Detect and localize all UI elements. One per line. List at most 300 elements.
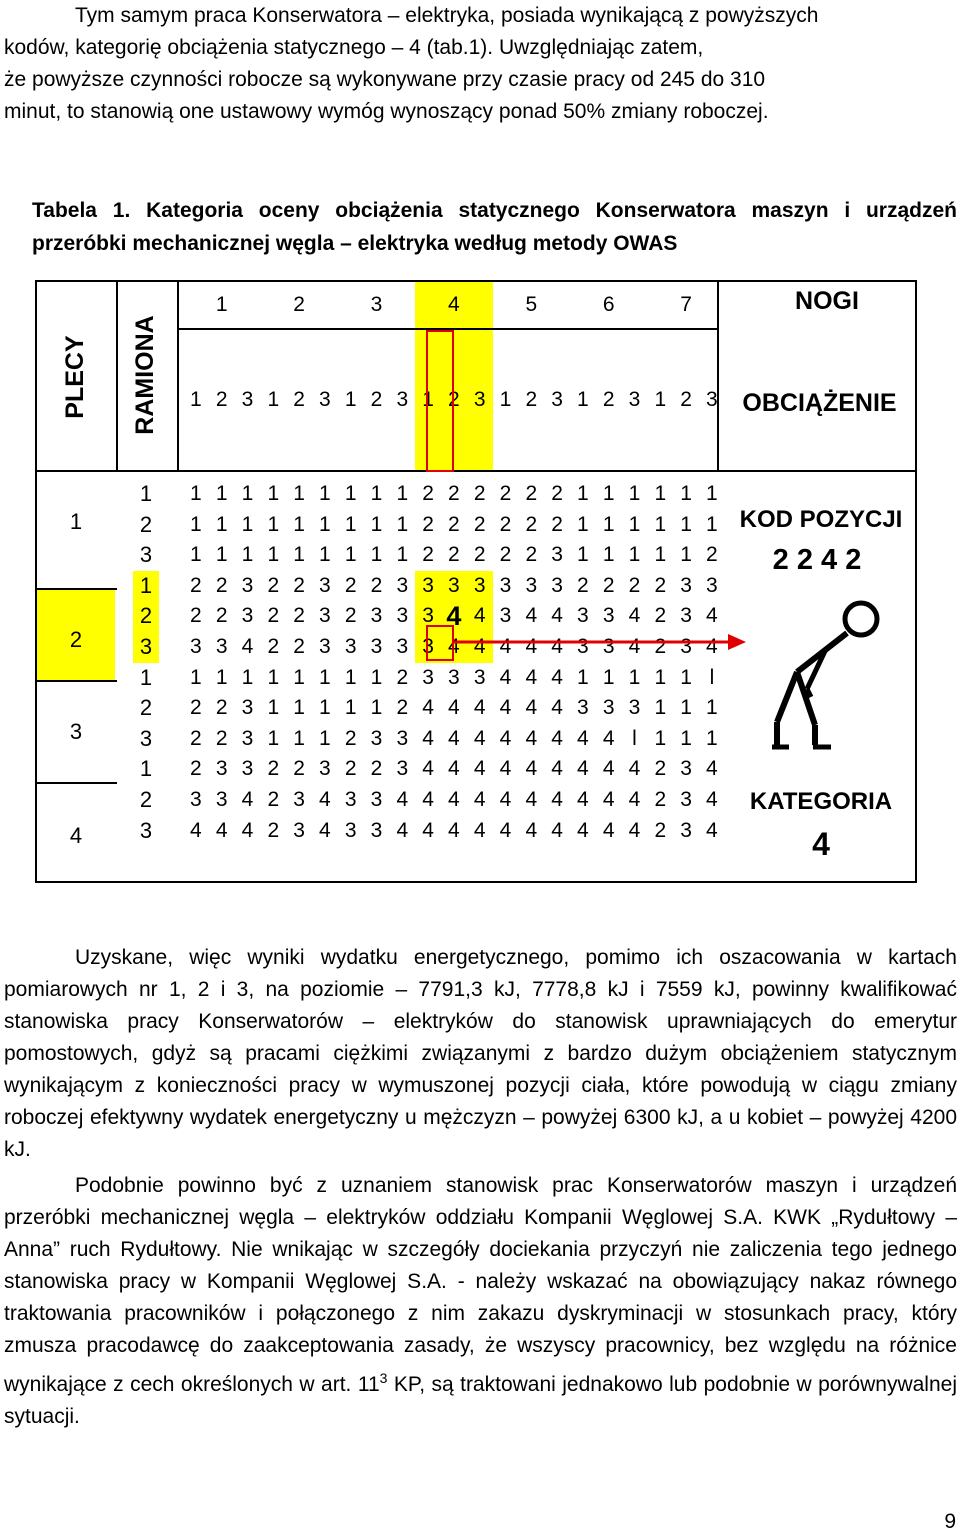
table-cell: 2: [499, 482, 512, 505]
table-cell: 2: [293, 573, 305, 597]
table-cell: 4: [706, 635, 718, 658]
table-cell: 1: [396, 482, 409, 505]
table-cell: 1: [241, 512, 254, 536]
table-cell: 3: [370, 604, 383, 628]
table-cell: 1: [680, 726, 692, 750]
table-cell: 2: [215, 726, 228, 750]
table-cell: 3: [396, 757, 409, 781]
table-cell: 3: [551, 573, 563, 597]
table-cell: 2: [344, 757, 357, 781]
plecy-value-3: 3: [69, 719, 83, 744]
table-cell: 2: [448, 482, 460, 505]
ramiona-value: 3: [139, 725, 153, 751]
ramiona-value: 2: [139, 787, 153, 812]
table-cell: 4: [525, 665, 538, 689]
obciazenie-value: 2: [602, 388, 615, 411]
table-cell: 2: [654, 635, 667, 658]
owas-table: [35, 280, 917, 883]
nogi-value-5: 5: [525, 293, 538, 316]
table-cell: 1: [344, 512, 357, 536]
table-cell: 1: [293, 726, 305, 750]
obciazenie-value: 2: [680, 388, 692, 411]
highlight-cell-box: [426, 625, 454, 661]
obciazenie-label: OBCIĄŻENIE: [742, 389, 897, 417]
kategoria-label: KATEGORIA: [749, 788, 893, 815]
table-cell: 1: [602, 665, 615, 689]
obciazenie-value: 1: [577, 388, 589, 411]
table-cell: 4: [577, 818, 589, 842]
table-cell: 3: [190, 788, 202, 811]
table-cell: 4: [706, 604, 718, 628]
obciazenie-value: 3: [551, 388, 563, 411]
table-cell: 3: [396, 604, 409, 628]
table-cell: 1: [396, 512, 409, 536]
table-cell: 4: [602, 757, 615, 781]
table-cell: 2: [448, 543, 460, 567]
table-cell: 4: [551, 788, 563, 811]
table-cell: 3: [680, 788, 692, 811]
ramiona-label: RAMIONA: [131, 315, 159, 435]
table-cell: 1: [577, 665, 589, 689]
table-cell: 1: [215, 512, 228, 536]
table-cell: 1: [293, 482, 305, 505]
paragraph-2-superscript: 3: [379, 1370, 388, 1386]
table-cell: 1: [267, 512, 280, 536]
table-cell: 1: [654, 512, 667, 536]
obciazenie-value: 3: [396, 388, 409, 411]
table-cell: 1: [215, 543, 228, 567]
table-cell: 4: [628, 757, 641, 781]
table-cell: 1: [680, 696, 692, 720]
table-cell: 4: [241, 818, 254, 842]
ramiona-value: 1: [139, 756, 153, 782]
table-cell: 4: [499, 726, 512, 750]
table-cell: 4: [706, 818, 718, 842]
table-cell: 4: [319, 818, 331, 842]
obciazenie-value: 3: [628, 388, 641, 411]
table-cell: 2: [422, 512, 434, 536]
table-cell: 1: [654, 696, 667, 720]
table-cell: 4: [551, 696, 563, 720]
posture-figure-icon: [767, 597, 897, 757]
table-cell: 3: [422, 665, 434, 689]
nogi-value-7: 7: [680, 293, 692, 316]
table-cell: 1: [654, 726, 667, 750]
table-cell: 4: [215, 818, 228, 842]
table-cell: 1: [215, 665, 228, 689]
table-cell: 2: [706, 543, 718, 567]
nogi-value-2: 2: [293, 293, 305, 316]
table-cell: 4: [628, 788, 641, 811]
obciazenie-value: 1: [267, 388, 280, 411]
table-cell: 1: [293, 543, 305, 567]
page-number: 9: [944, 1510, 956, 1533]
table-cell: 1: [267, 665, 280, 689]
table-cell: 3: [215, 788, 228, 811]
table-cell: 4: [441, 601, 467, 632]
table-cell: 3: [319, 757, 331, 781]
table-cell: 1: [602, 512, 615, 536]
table-cell: 1: [319, 512, 331, 536]
table-cell: 1: [602, 482, 615, 505]
table-cell: 1: [370, 665, 383, 689]
obciazenie-value: 3: [467, 330, 493, 470]
table-cell: 2: [293, 604, 305, 628]
table-cell: 3: [344, 788, 357, 811]
table-cell: l: [632, 726, 637, 750]
table-cell: 1: [293, 512, 305, 536]
table-cell: 1: [370, 696, 383, 720]
table-cell: 4: [441, 632, 467, 663]
table-cell: 1: [293, 696, 305, 720]
table-cell: 4: [525, 696, 538, 720]
table-cell: 4: [499, 818, 512, 842]
table-cell: 3: [241, 696, 254, 720]
divider-plecy: [116, 282, 118, 472]
ramiona-value: 2: [133, 601, 159, 632]
table-cell: 1: [344, 482, 357, 505]
table-cell: 1: [654, 543, 667, 567]
table-cell: 2: [215, 696, 228, 720]
table-cell: 1: [370, 543, 383, 567]
table-cell: 3: [293, 818, 305, 842]
ramiona-value: 1: [139, 664, 153, 690]
table-cell: 1: [190, 512, 202, 536]
paragraph-2-tail: KP, są traktowani jednakowo lub podobnie w porównywalnej sytuacji.: [4, 1373, 957, 1428]
table-cell: 4: [190, 818, 202, 842]
obciazenie-value: 3: [319, 388, 331, 411]
intro-paragraph: [4, 0, 957, 128]
table-cell: 1: [680, 512, 692, 536]
table-cell: 2: [344, 573, 357, 597]
table-cell: 2: [267, 757, 280, 781]
table-cell: 1: [267, 726, 280, 750]
table-cell: 4: [551, 604, 563, 628]
table-cell: 1: [396, 543, 409, 567]
table-cell: 4: [551, 757, 563, 781]
table-cell: 3: [370, 818, 383, 842]
table-cell: 1: [267, 543, 280, 567]
table-cell: 2: [602, 573, 615, 597]
table-cell: 3: [319, 573, 331, 597]
table-cell: 1: [602, 543, 615, 567]
table-cell: 4: [525, 635, 538, 658]
ramiona-value: 1: [139, 481, 153, 506]
table-cell: 3: [370, 635, 383, 658]
obciazenie-value: 1: [190, 388, 202, 411]
table-cell: 2: [190, 573, 202, 597]
table-cell: 2: [190, 696, 202, 720]
table-cell: 1: [344, 665, 357, 689]
table-cell: 4: [525, 818, 538, 842]
table-cell: 4: [473, 696, 486, 720]
table-cell: 2: [499, 543, 512, 567]
table-cell: 4: [499, 665, 512, 689]
ramiona-value: 3: [133, 632, 159, 663]
divider-header: [37, 470, 915, 472]
table-cell: 3: [448, 665, 460, 689]
table-cell: 3: [680, 818, 692, 842]
table-cell: 4: [422, 757, 434, 781]
table-cell: 2: [267, 635, 280, 658]
paragraph-2: [4, 1170, 957, 1433]
table-cell: 3: [577, 635, 589, 658]
obciazenie-value: 1: [344, 388, 357, 411]
table-cell: 2: [448, 512, 460, 536]
table-cell: 3: [467, 571, 493, 602]
table-cell: 1: [190, 665, 202, 689]
table-cell: 3: [396, 726, 409, 750]
table-cell: 3: [525, 573, 538, 597]
table-cell: 1: [319, 726, 331, 750]
table-cell: 4: [577, 726, 589, 750]
table-cell: 4: [319, 788, 331, 811]
intro-line-3: że powyższe czynności robocze są wykonywane przy czasie pracy od 245 do 310: [4, 68, 766, 91]
obciazenie-value: 3: [706, 388, 718, 411]
table-cell: 2: [422, 482, 434, 505]
table-cell: 2: [473, 482, 486, 505]
table-cell: 4: [525, 604, 538, 628]
obciazenie-value: 2: [370, 388, 383, 411]
divider-plecy-3: [37, 782, 117, 784]
table-cell: 1: [577, 512, 589, 536]
table-cell: 4: [577, 788, 589, 811]
table-cell: 4: [602, 726, 615, 750]
table-cell: 1: [680, 543, 692, 567]
table-cell: 1: [344, 696, 357, 720]
kod-pozycji-value: 2 2 4 2: [772, 544, 862, 576]
table-cell: 2: [654, 604, 667, 628]
table-cell: 2: [267, 788, 280, 811]
table-cell: 1: [267, 696, 280, 720]
table-cell: 1: [706, 482, 718, 505]
table-cell: 1: [706, 696, 718, 720]
table-cell: 2: [473, 512, 486, 536]
table-cell: 2: [215, 604, 228, 628]
paragraph-2-text: Podobnie powinno być z uznaniem stanowisk prac Konserwatorów maszyn i urządzeń przeróbki mechanicznej węgla – elektryków oddziału Kompanii Węglowej S.A. KWK „Rydułtowy – Anna” ruch Rydułtowy. Nie wnikając w szczegóły dociekania przyczyń nie zaliczenia tego jednego stanowiska pracy w Kompanii Węglowej S.A. - należy wskazać na obowiązujący nakaz równego traktowania pracowników i połączonego z nim zakazu dyskryminacji w stosunkach pracy, który zmusza pracodawcę do zaakceptowania zasady, że wszyscy pracownicy, bez względu na różnice wynikające z cech określonych w art. 11: [4, 1174, 957, 1396]
table-cell: 2: [267, 573, 280, 597]
table-cell: 1: [628, 482, 641, 505]
table-cell: 4: [706, 788, 718, 811]
table-cell: 4: [628, 604, 641, 628]
plecy-label: PLECY: [61, 335, 89, 419]
table-cell: 4: [706, 757, 718, 781]
table-cell: 1: [370, 482, 383, 505]
table-cell: 4: [467, 632, 493, 663]
obciazenie-value: 2: [215, 388, 228, 411]
table-cell: 1: [344, 543, 357, 567]
table-cell: 4: [473, 726, 486, 750]
table-cell: 2: [293, 757, 305, 781]
table-cell: 4: [499, 635, 512, 658]
table-cell: 4: [602, 818, 615, 842]
table-cell: 3: [241, 726, 254, 750]
table-cell: 1: [654, 665, 667, 689]
table-cell: 1: [370, 512, 383, 536]
table-cell: 3: [602, 604, 615, 628]
table-cell: 3: [344, 635, 357, 658]
table-cell: 3: [551, 543, 563, 567]
table-cell: 4: [422, 818, 434, 842]
table-cell: 3: [241, 604, 254, 628]
table-cell: 3: [602, 635, 615, 658]
plecy-value-1: 1: [69, 509, 83, 534]
table-cell: 2: [396, 696, 409, 720]
table-cell: 1: [319, 696, 331, 720]
obciazenie-value: 1: [415, 330, 441, 470]
table-cell: 4: [467, 601, 493, 632]
table-cell: 2: [215, 573, 228, 597]
table-cell: 3: [241, 573, 254, 597]
table-cell: 4: [499, 696, 512, 720]
table-cell: 2: [190, 604, 202, 628]
table-cell: 2: [628, 573, 641, 597]
table-cell: 2: [370, 573, 383, 597]
table-cell: 4: [551, 665, 563, 689]
obciazenie-value: 2: [525, 388, 538, 411]
table-cell: 4: [241, 635, 254, 658]
ramiona-value: 3: [139, 817, 153, 843]
table-cell: 2: [190, 757, 202, 781]
table-cell: 2: [577, 573, 589, 597]
table-cell: 4: [525, 788, 538, 811]
kategoria-value: 4: [812, 826, 830, 862]
nogi-value-6: 6: [602, 293, 615, 316]
highlight-column-box: [426, 330, 454, 472]
table-cell: 2: [525, 543, 538, 567]
table-cell: 2: [654, 757, 667, 781]
table-cell: 1: [654, 482, 667, 505]
table-cell: 2: [422, 543, 434, 567]
table-cell: 4: [551, 818, 563, 842]
table-cell: l: [709, 665, 715, 689]
plecy-value-2: 2: [69, 627, 83, 652]
table-cell: 4: [396, 818, 409, 842]
nogi-label: NOGI: [795, 287, 859, 315]
table-cell: 4: [448, 696, 460, 720]
table-cell: 3: [241, 757, 254, 781]
table-cell: 2: [370, 757, 383, 781]
table-cell: 4: [448, 726, 460, 750]
ramiona-value: 2: [139, 511, 153, 537]
table-cell: 1: [680, 482, 692, 505]
table-cell: 4: [422, 696, 434, 720]
table-cell: 3: [215, 757, 228, 781]
paragraph-1: Uzyskane, więc wyniki wydatku energetycznego, pomimo ich oszacowania w kartach pomiarowych nr 1, 2 i 3, na poziomie – 7791,3 kJ, 7778,8 kJ i 7559 kJ, powinny kwalifikować stanowiska pracy Konserwatorów – elektryków do stanowisk uprawniających do emerytur pomostowych, gdyż są pracami ciężkimi związanymi z bardzo dużym obciążeniem statycznym wynikającym z konieczności pracy w wymuszonej pozycji ciała, które powodują w ciągu zmiany roboczej efektywny wydatek energetyczny u mężczyzn – powyżej 6300 kJ, a u kobiet – powyżej 4200 kJ.: [4, 946, 957, 1161]
table-cell: 4: [628, 635, 641, 658]
obciazenie-value: 1: [499, 388, 512, 411]
table-cell: 1: [293, 665, 305, 689]
table-cell: 3: [577, 604, 589, 628]
nogi-value-1: 1: [215, 293, 228, 316]
table-cell: 3: [499, 604, 512, 628]
table-cell: 4: [525, 726, 538, 750]
intro-line-2: kodów, kategorię obciążenia statycznego – 4 (tab.1). Uwzględniając zatem,: [4, 36, 704, 59]
table-cell: 1: [267, 482, 280, 505]
table-cell: 3: [415, 632, 441, 663]
table-cell: 3: [344, 818, 357, 842]
table-cell: 3: [319, 635, 331, 658]
ramiona-value: 1: [133, 571, 159, 602]
table-cell: 3: [415, 571, 441, 602]
table-cell: 1: [241, 665, 254, 689]
table-cell: 2: [344, 726, 357, 750]
table-cell: 1: [190, 482, 202, 505]
table-cell: 1: [577, 543, 589, 567]
table-cell: 4: [396, 788, 409, 811]
table-cell: 4: [525, 757, 538, 781]
table-cell: 1: [680, 665, 692, 689]
table-cell: 4: [473, 818, 486, 842]
intro-line-1: Tym samym praca Konserwatora – elektryka, posiada wynikającą z powyższych: [75, 4, 819, 27]
table-cell: 4: [473, 788, 486, 811]
table-cell: 3: [190, 635, 202, 658]
table-cell: 4: [499, 788, 512, 811]
table-cell: 4: [551, 635, 563, 658]
table-cell: 2: [525, 512, 538, 536]
table-cell: 4: [602, 788, 615, 811]
table-cell: 1: [190, 543, 202, 567]
table-cell: 4: [448, 788, 460, 811]
divider-plecy-2: [37, 680, 117, 682]
kod-pozycji-label: KOD POZYCJI: [739, 506, 903, 533]
table-cell: 1: [319, 543, 331, 567]
obciazenie-value: 2: [293, 388, 305, 411]
table-cell: 3: [577, 696, 589, 720]
table-cell: 4: [241, 788, 254, 811]
table-cell: 1: [706, 726, 718, 750]
table-cell: 1: [628, 665, 641, 689]
table-cell: 3: [680, 604, 692, 628]
table-cell: 2: [499, 512, 512, 536]
table-cell: 2: [551, 482, 563, 505]
table-cell: 2: [654, 818, 667, 842]
table-cell: 4: [628, 818, 641, 842]
table-cell: 3: [396, 635, 409, 658]
table-cell: 3: [499, 573, 512, 597]
table-cell: 3: [602, 696, 615, 720]
table-cell: 2: [525, 482, 538, 505]
table-cell: 4: [499, 757, 512, 781]
table-cell: 1: [628, 543, 641, 567]
table-cell: 4: [448, 757, 460, 781]
divider-ramiona: [177, 282, 179, 472]
intro-line-4: minut, to stanowią one ustawowy wymóg wynoszący ponad 50% zmiany roboczej.: [4, 100, 769, 123]
table-cell: 2: [344, 604, 357, 628]
table-cell: 2: [267, 604, 280, 628]
table-cell: 1: [577, 482, 589, 505]
table-cell: 3: [473, 665, 486, 689]
table-cell: 3: [680, 635, 692, 658]
table-cell: 1: [241, 482, 254, 505]
table-cell: 3: [215, 635, 228, 658]
table-cell: 1: [319, 665, 331, 689]
table-cell: 3: [293, 788, 305, 811]
table-cell: 2: [654, 788, 667, 811]
table-cell: 2: [551, 512, 563, 536]
obciazenie-value: 3: [241, 388, 254, 411]
table-cell: 2: [190, 726, 202, 750]
ramiona-value: 3: [139, 542, 153, 568]
obciazenie-value: 2: [441, 330, 467, 470]
table-cell: 2: [267, 818, 280, 842]
table-cell: 1: [319, 482, 331, 505]
nogi-value-3: 3: [370, 293, 383, 316]
table-cell: 3: [680, 757, 692, 781]
table-cell: 2: [473, 543, 486, 567]
table-cell: 3: [628, 696, 641, 720]
table-cell: 2: [293, 635, 305, 658]
